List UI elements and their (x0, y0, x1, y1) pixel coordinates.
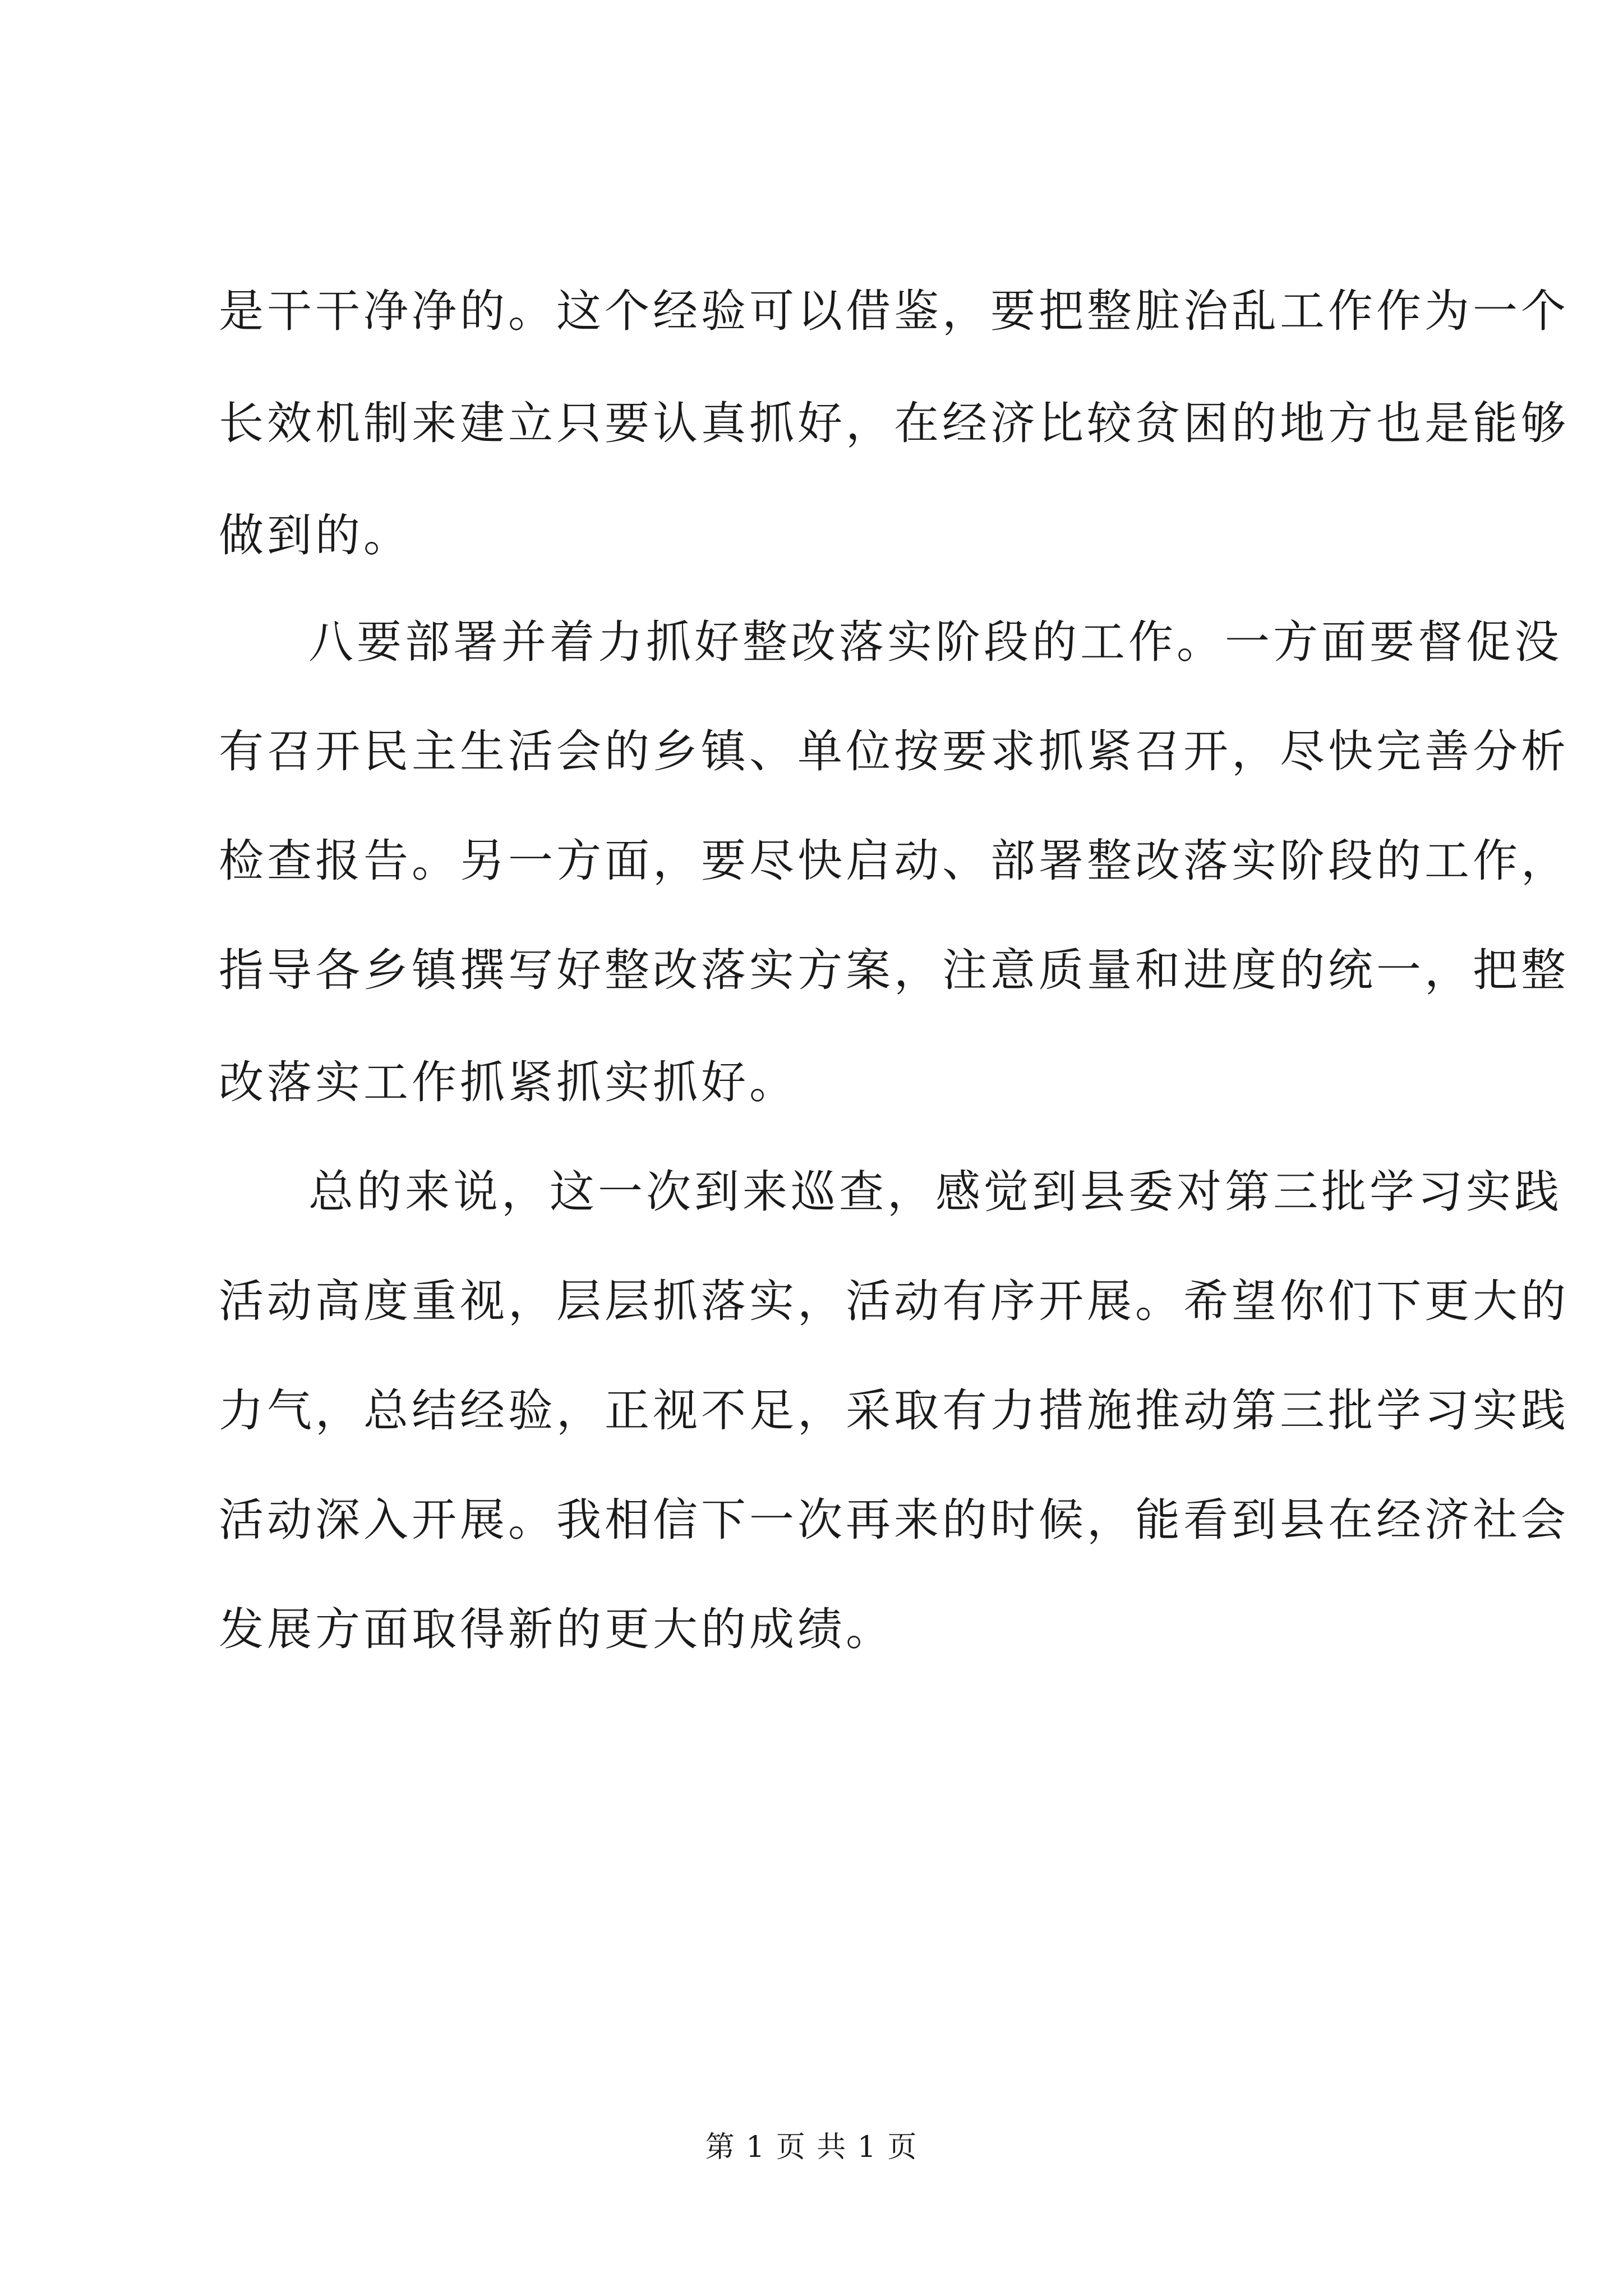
page-number: 第 1 页 共 1 页 (705, 2131, 918, 2164)
document-page: 是干干净净的。这个经验可以借鉴，要把整脏治乱工作作为一个 长效机制来建立只要认真抓好，在经济比较贫困的地方也是能够 做到的。 八要部署并着力抓好整改落实阶段的工作。一方面要督促没 有召开民主生活会的乡镇、单位按要求抓紧召开，尽快完善分析 检查报告。另一方面，要尽快启动、部署整改落实阶段的工作， 指导各乡镇撰写好整改落实方案，注意质量和进度的统一，把整 改落实工作抓紧抓实抓好。 总的来说，这一次到来巡查，感觉到县委对第三批学习实践 活动高度重视，层层抓落实，活动有序开展。希望你们下更大的 力气，总结经验，正视不足，采取有力措施推动第三批学习实践 活动深入开展。我相信下一次再来的时候，能看到县在经济社会 发展方面取得新的更大的成绩。 第 1 页 共 1 页 (0, 0, 1623, 2296)
